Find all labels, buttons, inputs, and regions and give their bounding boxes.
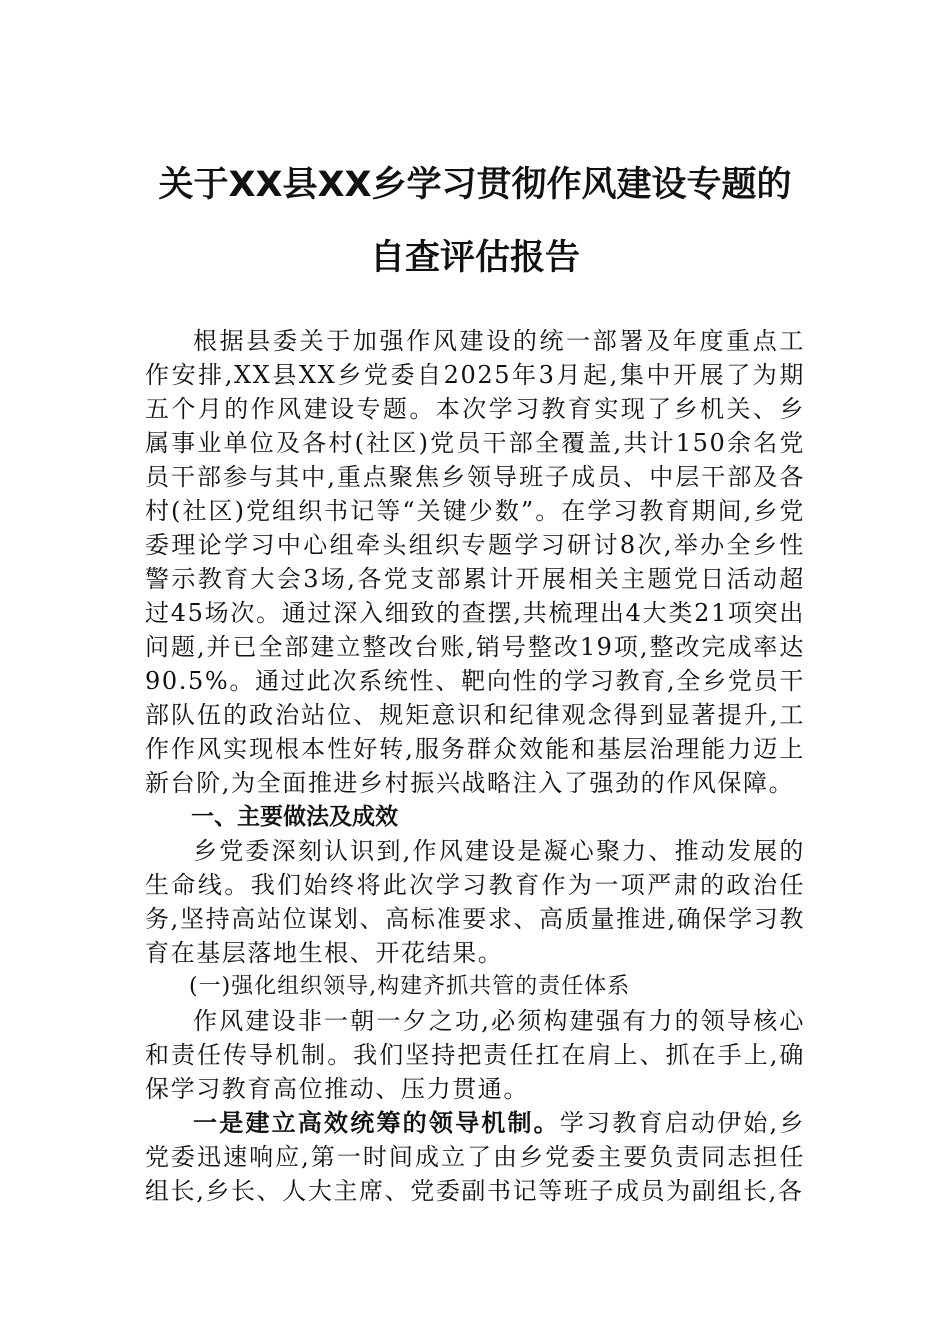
point-lead: 一是建立高效统筹的领导机制。 bbox=[193, 1109, 560, 1137]
report-title-line2: 自查评估报告 bbox=[369, 238, 580, 278]
report-body bbox=[145, 324, 805, 1208]
report-title-line1: 关于XX县XX乡学习贯彻作风建设专题的 bbox=[158, 165, 792, 205]
point-paragraph bbox=[145, 1106, 805, 1208]
intro-paragraph: 根据县委关于加强作风建设的统一部署及年度重点工作安排,XX县XX乡党委自2025年3月起,集中开展了为期五个月的作风建设专题。本次学习教育实现了乡机关、乡属事业单位及各村(社区)党员干部全覆盖,共计150余名党员干部参与其中,重点聚焦乡领导班子成员、中层干部及各村(社区)党组织书记等“关键少数”。在学习教育期间,乡党委理论学习中心组牵头组织专题学习研讨8次,举办全乡性警示教育大会3场,各党支部累计开展相关主题党日活动超过45场次。通过深入细致的查摆,共梳理出4大类21项突出问题,并已全部建立整改台账,销号整改19项,整改完成率达90.5%。通过此次系统性、靶向性的学习教育,全乡党员干部队伍的政治站位、规矩意识和纪律观念得到显著提升,工作作风实现根本性好转,服务群众效能和基层治理能力迈上新台阶,为全面推进乡村振兴战略注入了强劲的作风保障。 bbox=[145, 327, 805, 797]
subsection-heading: (一)强化组织领导,构建齐抓共管的责任体系 bbox=[189, 974, 631, 999]
subsection-paragraph: 作风建设非一朝一夕之功,必须构建强有力的领导核心和责任传导机制。我们坚持把责任扛在肩上、抓在手上,确保学习教育高位推动、压力贯通。 bbox=[145, 1007, 805, 1103]
section-paragraph: 乡党委深刻认识到,作风建设是凝心聚力、推动发展的生命线。我们始终将此次学习教育作为一项严肃的政治任务,坚持高站位谋划、高标准要求、高质量推进,确保学习教育在基层落地生根、开花结果。 bbox=[145, 837, 805, 967]
point-text: 学习教育启动伊始,乡党委迅速响应,第一时间成立了由乡党委主要负责同志担任组长,乡长、人大主席、党委副书记等班子成员为副组长,各 bbox=[145, 1109, 805, 1205]
section-heading: 一、主要做法及成效 bbox=[191, 804, 398, 830]
